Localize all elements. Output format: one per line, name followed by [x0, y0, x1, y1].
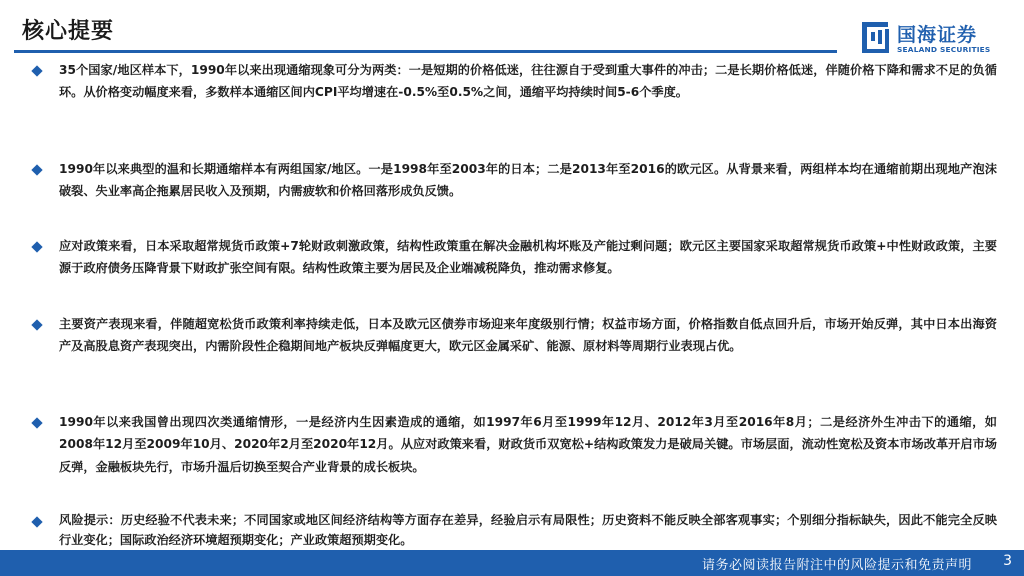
bullet-text: 风险提示：历史经验不代表未来；不同国家或地区间经济结构等方面存在差异，经验启示有局限性；历史资料不能反映全部客观事实；个别细分指标缺失，因此不能完全反映行业变化；国际政治经济环境超预期变化；产业政策超预期变化。 [59, 513, 997, 547]
title-divider [14, 50, 837, 53]
sealand-logo-icon [861, 20, 891, 56]
page-title: 核心提要 [22, 19, 115, 44]
logo-english-name: SEALAND SECURITIES [897, 45, 991, 54]
diamond-bullet-icon [31, 516, 42, 527]
diamond-bullet-icon [31, 164, 42, 175]
diamond-bullet-icon [31, 241, 42, 252]
diamond-bullet-icon [31, 319, 42, 330]
footer-bar [0, 550, 1024, 576]
page-number: 3 [1003, 553, 1012, 569]
bullet-text: 应对政策来看，日本采取超常规货币政策+7轮财政刺激政策，结构性政策重在解决金融机构坏账及产能过剩问题；欧元区主要国家采取超常规货币政策+中性财政政策，主要源于政府债务压降背景下财政扩张空间有限。结构性政策主要为居民及企业端减税降负，推动需求修复。 [59, 239, 997, 276]
disclaimer-link[interactable]: 请务必阅读报告附注中的风险提示和免责声明 [701, 558, 972, 573]
company-logo [861, 20, 1011, 58]
diamond-bullet-icon [31, 65, 42, 76]
bullet-text: 35个国家/地区样本下，1990年以来出现通缩现象可分为两类：一是短期的价格低迷，往往源自于受到重大事件的冲击；二是长期价格低迷，伴随价格下降和需求不足的负循环。从价格变动幅度来看，多数样本通缩区间内CPI平均增速在-0.5%至0.5%之间，通缩平均持续时间5-6个季度。 [59, 63, 997, 100]
bullet-text: 1990年以来我国曾出现四次类通缩情形，一是经济内生因素造成的通缩，如1997年6月至1999年12月、2012年3月至2016年8月；二是经济外生冲击下的通缩，如2008年12月至2009年10月、2020年2月至2020年12月。从应对政策来看，财政货币双宽松+结构政策发力是破局关键。市场层面，流动性宽松及资本市场改革开启市场反弹，金融板块先行，市场升温后切换至契合产业背景的成长板块。 [59, 415, 997, 474]
diamond-bullet-icon [31, 417, 42, 428]
logo-chinese-name: 国海证券 [897, 24, 978, 46]
bullet-text: 1990年以来典型的温和长期通缩样本有两组国家/地区。一是1998年至2003年的日本；二是2013年至2016的欧元区。从背景来看，两组样本均在通缩前期出现地产泡沫破裂、失业率高企拖累居民收入及预期，内需疲软和价格回落形成负反馈。 [59, 162, 997, 199]
bullet-text: 主要资产表现来看，伴随超宽松货币政策利率持续走低，日本及欧元区债券市场迎来年度级别行情；权益市场方面，价格指数自低点回升后，市场开始反弹，其中日本出海资产及高股息资产表现突出，内需阶段性企稳期间地产板块反弹幅度更大，欧元区金属采矿、能源、原材料等周期行业表现占优。 [59, 317, 997, 354]
